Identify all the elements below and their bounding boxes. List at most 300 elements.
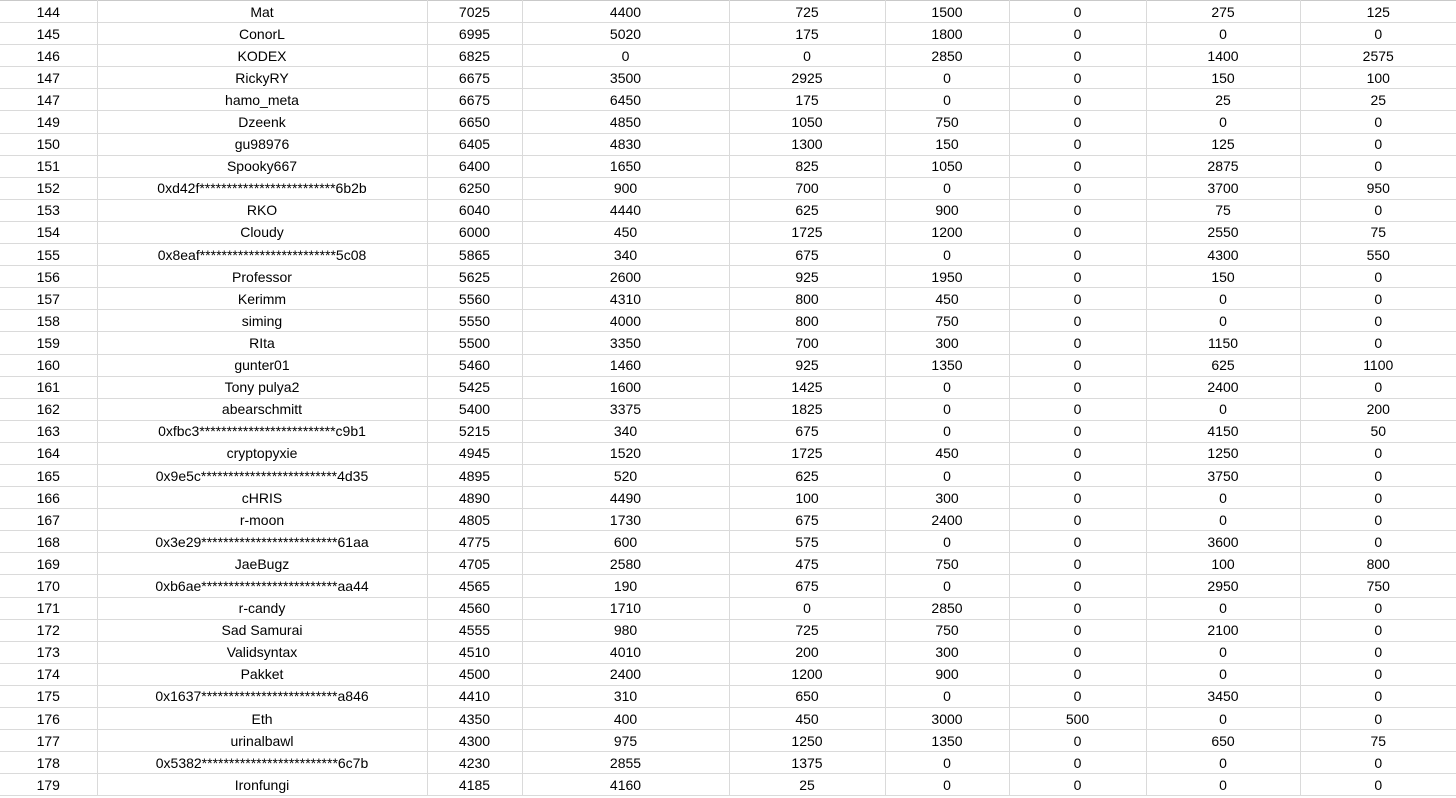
rank-cell[interactable]: 145 (0, 23, 97, 45)
col-5-cell[interactable]: 700 (729, 177, 885, 199)
rank-cell[interactable]: 154 (0, 221, 97, 243)
col-4-cell[interactable]: 0 (522, 45, 729, 67)
col-8-cell[interactable]: 0 (1146, 23, 1300, 45)
col-9-cell[interactable]: 0 (1300, 774, 1456, 796)
total-cell[interactable]: 6000 (427, 221, 522, 243)
col-5-cell[interactable]: 1825 (729, 398, 885, 420)
col-4-cell[interactable]: 3350 (522, 332, 729, 354)
col-8-cell[interactable]: 0 (1146, 111, 1300, 133)
col-9-cell[interactable]: 0 (1300, 310, 1456, 332)
col-5-cell[interactable]: 925 (729, 354, 885, 376)
col-7-cell[interactable]: 0 (1009, 332, 1146, 354)
col-6-cell[interactable]: 900 (885, 199, 1009, 221)
rank-cell[interactable]: 150 (0, 133, 97, 155)
col-8-cell[interactable]: 100 (1146, 553, 1300, 575)
col-6-cell[interactable]: 1350 (885, 730, 1009, 752)
total-cell[interactable]: 5460 (427, 354, 522, 376)
col-8-cell[interactable]: 4300 (1146, 244, 1300, 266)
col-9-cell[interactable]: 0 (1300, 155, 1456, 177)
col-4-cell[interactable]: 340 (522, 420, 729, 442)
total-cell[interactable]: 4565 (427, 575, 522, 597)
col-4-cell[interactable]: 340 (522, 244, 729, 266)
col-7-cell[interactable]: 0 (1009, 752, 1146, 774)
col-7-cell[interactable]: 500 (1009, 708, 1146, 730)
rank-cell[interactable]: 156 (0, 266, 97, 288)
col-6-cell[interactable]: 1050 (885, 155, 1009, 177)
rank-cell[interactable]: 177 (0, 730, 97, 752)
col-7-cell[interactable]: 0 (1009, 509, 1146, 531)
col-7-cell[interactable]: 0 (1009, 774, 1146, 796)
col-4-cell[interactable]: 1600 (522, 376, 729, 398)
col-4-cell[interactable]: 520 (522, 464, 729, 486)
col-6-cell[interactable]: 2850 (885, 597, 1009, 619)
col-8-cell[interactable]: 0 (1146, 752, 1300, 774)
total-cell[interactable]: 6650 (427, 111, 522, 133)
total-cell[interactable]: 4300 (427, 730, 522, 752)
col-4-cell[interactable]: 4490 (522, 487, 729, 509)
col-7-cell[interactable]: 0 (1009, 376, 1146, 398)
col-6-cell[interactable]: 2400 (885, 509, 1009, 531)
col-8-cell[interactable]: 75 (1146, 199, 1300, 221)
col-6-cell[interactable]: 0 (885, 244, 1009, 266)
rank-cell[interactable]: 159 (0, 332, 97, 354)
total-cell[interactable]: 6040 (427, 199, 522, 221)
col-9-cell[interactable]: 0 (1300, 464, 1456, 486)
col-6-cell[interactable]: 1350 (885, 354, 1009, 376)
rank-cell[interactable]: 179 (0, 774, 97, 796)
col-8-cell[interactable]: 0 (1146, 774, 1300, 796)
col-7-cell[interactable]: 0 (1009, 310, 1146, 332)
col-8-cell[interactable]: 625 (1146, 354, 1300, 376)
col-4-cell[interactable]: 1650 (522, 155, 729, 177)
name-cell[interactable]: gu98976 (97, 133, 427, 155)
col-6-cell[interactable]: 3000 (885, 708, 1009, 730)
col-4-cell[interactable]: 1710 (522, 597, 729, 619)
col-5-cell[interactable]: 800 (729, 288, 885, 310)
col-7-cell[interactable]: 0 (1009, 442, 1146, 464)
rank-cell[interactable]: 172 (0, 619, 97, 641)
col-7-cell[interactable]: 0 (1009, 221, 1146, 243)
col-5-cell[interactable]: 175 (729, 89, 885, 111)
col-4-cell[interactable]: 400 (522, 708, 729, 730)
col-8-cell[interactable]: 2875 (1146, 155, 1300, 177)
total-cell[interactable]: 6675 (427, 89, 522, 111)
name-cell[interactable]: 0x9e5c*************************4d35 (97, 464, 427, 486)
col-8-cell[interactable]: 2550 (1146, 221, 1300, 243)
col-6-cell[interactable]: 450 (885, 288, 1009, 310)
col-5-cell[interactable]: 0 (729, 45, 885, 67)
col-7-cell[interactable]: 0 (1009, 45, 1146, 67)
col-8-cell[interactable]: 2950 (1146, 575, 1300, 597)
col-4-cell[interactable]: 4010 (522, 641, 729, 663)
col-7-cell[interactable]: 0 (1009, 23, 1146, 45)
name-cell[interactable]: JaeBugz (97, 553, 427, 575)
name-cell[interactable]: 0x3e29*************************61aa (97, 531, 427, 553)
col-4-cell[interactable]: 310 (522, 685, 729, 707)
rank-cell[interactable]: 171 (0, 597, 97, 619)
name-cell[interactable]: 0x8eaf*************************5c08 (97, 244, 427, 266)
col-8-cell[interactable]: 0 (1146, 487, 1300, 509)
col-6-cell[interactable]: 2850 (885, 45, 1009, 67)
col-9-cell[interactable]: 800 (1300, 553, 1456, 575)
col-9-cell[interactable]: 0 (1300, 619, 1456, 641)
name-cell[interactable]: 0x5382*************************6c7b (97, 752, 427, 774)
rank-cell[interactable]: 147 (0, 67, 97, 89)
col-6-cell[interactable]: 0 (885, 177, 1009, 199)
name-cell[interactable]: cHRIS (97, 487, 427, 509)
col-7-cell[interactable]: 0 (1009, 487, 1146, 509)
total-cell[interactable]: 4895 (427, 464, 522, 486)
col-9-cell[interactable]: 2575 (1300, 45, 1456, 67)
col-6-cell[interactable]: 0 (885, 89, 1009, 111)
rank-cell[interactable]: 165 (0, 464, 97, 486)
col-6-cell[interactable]: 1950 (885, 266, 1009, 288)
rank-cell[interactable]: 163 (0, 420, 97, 442)
col-8-cell[interactable]: 0 (1146, 288, 1300, 310)
col-5-cell[interactable]: 2925 (729, 67, 885, 89)
col-8-cell[interactable]: 0 (1146, 509, 1300, 531)
rank-cell[interactable]: 149 (0, 111, 97, 133)
col-7-cell[interactable]: 0 (1009, 111, 1146, 133)
name-cell[interactable]: Mat (97, 1, 427, 23)
total-cell[interactable]: 5865 (427, 244, 522, 266)
col-8-cell[interactable]: 1150 (1146, 332, 1300, 354)
rank-cell[interactable]: 168 (0, 531, 97, 553)
col-8-cell[interactable]: 0 (1146, 663, 1300, 685)
col-9-cell[interactable]: 0 (1300, 531, 1456, 553)
col-6-cell[interactable]: 0 (885, 531, 1009, 553)
col-5-cell[interactable]: 675 (729, 244, 885, 266)
col-9-cell[interactable]: 0 (1300, 133, 1456, 155)
col-8-cell[interactable]: 3600 (1146, 531, 1300, 553)
col-4-cell[interactable]: 1520 (522, 442, 729, 464)
total-cell[interactable]: 5550 (427, 310, 522, 332)
name-cell[interactable]: ConorL (97, 23, 427, 45)
col-7-cell[interactable]: 0 (1009, 685, 1146, 707)
col-7-cell[interactable]: 0 (1009, 730, 1146, 752)
total-cell[interactable]: 6825 (427, 45, 522, 67)
col-9-cell[interactable]: 25 (1300, 89, 1456, 111)
rank-cell[interactable]: 146 (0, 45, 97, 67)
col-9-cell[interactable]: 125 (1300, 1, 1456, 23)
total-cell[interactable]: 6400 (427, 155, 522, 177)
col-9-cell[interactable]: 0 (1300, 641, 1456, 663)
col-5-cell[interactable]: 1725 (729, 442, 885, 464)
col-6-cell[interactable]: 300 (885, 487, 1009, 509)
total-cell[interactable]: 4500 (427, 663, 522, 685)
col-6-cell[interactable]: 750 (885, 553, 1009, 575)
col-9-cell[interactable]: 0 (1300, 199, 1456, 221)
col-6-cell[interactable]: 1800 (885, 23, 1009, 45)
name-cell[interactable]: Ironfungi (97, 774, 427, 796)
col-7-cell[interactable]: 0 (1009, 266, 1146, 288)
total-cell[interactable]: 5500 (427, 332, 522, 354)
total-cell[interactable]: 5560 (427, 288, 522, 310)
col-9-cell[interactable]: 0 (1300, 111, 1456, 133)
col-8-cell[interactable]: 150 (1146, 67, 1300, 89)
rank-cell[interactable]: 170 (0, 575, 97, 597)
col-5-cell[interactable]: 575 (729, 531, 885, 553)
name-cell[interactable]: Sad Samurai (97, 619, 427, 641)
col-9-cell[interactable]: 0 (1300, 266, 1456, 288)
col-4-cell[interactable]: 5020 (522, 23, 729, 45)
col-5-cell[interactable]: 675 (729, 575, 885, 597)
rank-cell[interactable]: 162 (0, 398, 97, 420)
name-cell[interactable]: KODEX (97, 45, 427, 67)
col-6-cell[interactable]: 0 (885, 376, 1009, 398)
total-cell[interactable]: 5625 (427, 266, 522, 288)
total-cell[interactable]: 6675 (427, 67, 522, 89)
col-5-cell[interactable]: 925 (729, 266, 885, 288)
col-8-cell[interactable]: 1250 (1146, 442, 1300, 464)
col-7-cell[interactable]: 0 (1009, 531, 1146, 553)
col-7-cell[interactable]: 0 (1009, 155, 1146, 177)
name-cell[interactable]: Eth (97, 708, 427, 730)
name-cell[interactable]: hamo_meta (97, 89, 427, 111)
name-cell[interactable]: Cloudy (97, 221, 427, 243)
rank-cell[interactable]: 155 (0, 244, 97, 266)
name-cell[interactable]: 0xd42f*************************6b2b (97, 177, 427, 199)
rank-cell[interactable]: 178 (0, 752, 97, 774)
col-4-cell[interactable]: 4440 (522, 199, 729, 221)
col-6-cell[interactable]: 300 (885, 332, 1009, 354)
col-6-cell[interactable]: 750 (885, 111, 1009, 133)
col-9-cell[interactable]: 750 (1300, 575, 1456, 597)
col-5-cell[interactable]: 100 (729, 487, 885, 509)
col-9-cell[interactable]: 0 (1300, 597, 1456, 619)
name-cell[interactable]: 0x1637*************************a846 (97, 685, 427, 707)
col-9-cell[interactable]: 0 (1300, 509, 1456, 531)
col-9-cell[interactable]: 1100 (1300, 354, 1456, 376)
col-5-cell[interactable]: 650 (729, 685, 885, 707)
col-6-cell[interactable]: 750 (885, 619, 1009, 641)
col-4-cell[interactable]: 1730 (522, 509, 729, 531)
col-4-cell[interactable]: 1460 (522, 354, 729, 376)
col-6-cell[interactable]: 1200 (885, 221, 1009, 243)
col-7-cell[interactable]: 0 (1009, 553, 1146, 575)
col-5-cell[interactable]: 175 (729, 23, 885, 45)
col-8-cell[interactable]: 2400 (1146, 376, 1300, 398)
col-5-cell[interactable]: 1300 (729, 133, 885, 155)
col-8-cell[interactable]: 0 (1146, 310, 1300, 332)
col-8-cell[interactable]: 3700 (1146, 177, 1300, 199)
col-7-cell[interactable]: 0 (1009, 575, 1146, 597)
col-5-cell[interactable]: 625 (729, 464, 885, 486)
col-9-cell[interactable]: 75 (1300, 221, 1456, 243)
total-cell[interactable]: 4890 (427, 487, 522, 509)
name-cell[interactable]: r-moon (97, 509, 427, 531)
col-4-cell[interactable]: 6450 (522, 89, 729, 111)
col-7-cell[interactable]: 0 (1009, 641, 1146, 663)
name-cell[interactable]: gunter01 (97, 354, 427, 376)
col-9-cell[interactable]: 0 (1300, 376, 1456, 398)
rank-cell[interactable]: 160 (0, 354, 97, 376)
col-9-cell[interactable]: 0 (1300, 442, 1456, 464)
total-cell[interactable]: 4185 (427, 774, 522, 796)
col-5-cell[interactable]: 1425 (729, 376, 885, 398)
col-6-cell[interactable]: 150 (885, 133, 1009, 155)
rank-cell[interactable]: 151 (0, 155, 97, 177)
col-9-cell[interactable]: 0 (1300, 23, 1456, 45)
col-9-cell[interactable]: 50 (1300, 420, 1456, 442)
col-8-cell[interactable]: 0 (1146, 398, 1300, 420)
rank-cell[interactable]: 166 (0, 487, 97, 509)
col-5-cell[interactable]: 1050 (729, 111, 885, 133)
rank-cell[interactable]: 174 (0, 663, 97, 685)
col-4-cell[interactable]: 4000 (522, 310, 729, 332)
rank-cell[interactable]: 157 (0, 288, 97, 310)
name-cell[interactable]: 0xb6ae*************************aa44 (97, 575, 427, 597)
col-4-cell[interactable]: 2600 (522, 266, 729, 288)
col-8-cell[interactable]: 3450 (1146, 685, 1300, 707)
name-cell[interactable]: RKO (97, 199, 427, 221)
col-4-cell[interactable]: 4850 (522, 111, 729, 133)
col-6-cell[interactable]: 0 (885, 575, 1009, 597)
col-9-cell[interactable]: 0 (1300, 685, 1456, 707)
rank-cell[interactable]: 164 (0, 442, 97, 464)
col-5-cell[interactable]: 800 (729, 310, 885, 332)
col-6-cell[interactable]: 450 (885, 442, 1009, 464)
col-4-cell[interactable]: 975 (522, 730, 729, 752)
total-cell[interactable]: 4945 (427, 442, 522, 464)
rank-cell[interactable]: 144 (0, 1, 97, 23)
col-6-cell[interactable]: 0 (885, 420, 1009, 442)
col-9-cell[interactable]: 200 (1300, 398, 1456, 420)
name-cell[interactable]: Validsyntax (97, 641, 427, 663)
rank-cell[interactable]: 147 (0, 89, 97, 111)
total-cell[interactable]: 6405 (427, 133, 522, 155)
name-cell[interactable]: Kerimm (97, 288, 427, 310)
col-8-cell[interactable]: 0 (1146, 641, 1300, 663)
col-5-cell[interactable]: 200 (729, 641, 885, 663)
col-8-cell[interactable]: 0 (1146, 597, 1300, 619)
total-cell[interactable]: 4775 (427, 531, 522, 553)
col-7-cell[interactable]: 0 (1009, 199, 1146, 221)
total-cell[interactable]: 4560 (427, 597, 522, 619)
total-cell[interactable]: 5215 (427, 420, 522, 442)
col-4-cell[interactable]: 2400 (522, 663, 729, 685)
total-cell[interactable]: 4805 (427, 509, 522, 531)
col-6-cell[interactable]: 0 (885, 67, 1009, 89)
col-4-cell[interactable]: 4830 (522, 133, 729, 155)
col-4-cell[interactable]: 2855 (522, 752, 729, 774)
col-9-cell[interactable]: 100 (1300, 67, 1456, 89)
col-7-cell[interactable]: 0 (1009, 619, 1146, 641)
rank-cell[interactable]: 169 (0, 553, 97, 575)
col-9-cell[interactable]: 75 (1300, 730, 1456, 752)
col-5-cell[interactable]: 450 (729, 708, 885, 730)
col-7-cell[interactable]: 0 (1009, 354, 1146, 376)
col-7-cell[interactable]: 0 (1009, 464, 1146, 486)
col-8-cell[interactable]: 3750 (1146, 464, 1300, 486)
rank-cell[interactable]: 161 (0, 376, 97, 398)
total-cell[interactable]: 4705 (427, 553, 522, 575)
name-cell[interactable]: Spooky667 (97, 155, 427, 177)
name-cell[interactable]: r-candy (97, 597, 427, 619)
col-9-cell[interactable]: 0 (1300, 752, 1456, 774)
col-7-cell[interactable]: 0 (1009, 177, 1146, 199)
col-7-cell[interactable]: 0 (1009, 1, 1146, 23)
col-4-cell[interactable]: 4310 (522, 288, 729, 310)
col-5-cell[interactable]: 1725 (729, 221, 885, 243)
col-5-cell[interactable]: 725 (729, 619, 885, 641)
col-9-cell[interactable]: 0 (1300, 288, 1456, 310)
total-cell[interactable]: 7025 (427, 1, 522, 23)
col-6-cell[interactable]: 0 (885, 464, 1009, 486)
col-4-cell[interactable]: 600 (522, 531, 729, 553)
col-9-cell[interactable]: 0 (1300, 332, 1456, 354)
total-cell[interactable]: 6995 (427, 23, 522, 45)
name-cell[interactable]: urinalbawl (97, 730, 427, 752)
col-6-cell[interactable]: 750 (885, 310, 1009, 332)
col-6-cell[interactable]: 0 (885, 685, 1009, 707)
col-5-cell[interactable]: 625 (729, 199, 885, 221)
col-9-cell[interactable]: 0 (1300, 708, 1456, 730)
col-5-cell[interactable]: 0 (729, 597, 885, 619)
rank-cell[interactable]: 153 (0, 199, 97, 221)
col-9-cell[interactable]: 0 (1300, 663, 1456, 685)
col-8-cell[interactable]: 4150 (1146, 420, 1300, 442)
col-4-cell[interactable]: 3500 (522, 67, 729, 89)
col-7-cell[interactable]: 0 (1009, 663, 1146, 685)
rank-cell[interactable]: 173 (0, 641, 97, 663)
col-7-cell[interactable]: 0 (1009, 89, 1146, 111)
total-cell[interactable]: 4510 (427, 641, 522, 663)
col-8-cell[interactable]: 0 (1146, 708, 1300, 730)
col-5-cell[interactable]: 825 (729, 155, 885, 177)
total-cell[interactable]: 5400 (427, 398, 522, 420)
col-5-cell[interactable]: 725 (729, 1, 885, 23)
col-8-cell[interactable]: 275 (1146, 1, 1300, 23)
name-cell[interactable]: cryptopyxie (97, 442, 427, 464)
col-6-cell[interactable]: 900 (885, 663, 1009, 685)
col-4-cell[interactable]: 450 (522, 221, 729, 243)
col-5-cell[interactable]: 675 (729, 509, 885, 531)
name-cell[interactable]: Professor (97, 266, 427, 288)
name-cell[interactable]: Tony pulya2 (97, 376, 427, 398)
col-7-cell[interactable]: 0 (1009, 398, 1146, 420)
col-6-cell[interactable]: 300 (885, 641, 1009, 663)
col-5-cell[interactable]: 700 (729, 332, 885, 354)
col-9-cell[interactable]: 550 (1300, 244, 1456, 266)
col-6-cell[interactable]: 0 (885, 398, 1009, 420)
col-9-cell[interactable]: 0 (1300, 487, 1456, 509)
total-cell[interactable]: 5425 (427, 376, 522, 398)
col-8-cell[interactable]: 125 (1146, 133, 1300, 155)
col-4-cell[interactable]: 2580 (522, 553, 729, 575)
col-4-cell[interactable]: 190 (522, 575, 729, 597)
col-6-cell[interactable]: 0 (885, 774, 1009, 796)
rank-cell[interactable]: 158 (0, 310, 97, 332)
col-8-cell[interactable]: 1400 (1146, 45, 1300, 67)
total-cell[interactable]: 4555 (427, 619, 522, 641)
col-7-cell[interactable]: 0 (1009, 597, 1146, 619)
col-4-cell[interactable]: 900 (522, 177, 729, 199)
col-7-cell[interactable]: 0 (1009, 133, 1146, 155)
col-8-cell[interactable]: 25 (1146, 89, 1300, 111)
col-6-cell[interactable]: 1500 (885, 1, 1009, 23)
rank-cell[interactable]: 167 (0, 509, 97, 531)
col-5-cell[interactable]: 675 (729, 420, 885, 442)
total-cell[interactable]: 6250 (427, 177, 522, 199)
col-7-cell[interactable]: 0 (1009, 288, 1146, 310)
rank-cell[interactable]: 176 (0, 708, 97, 730)
name-cell[interactable]: 0xfbc3*************************c9b1 (97, 420, 427, 442)
col-8-cell[interactable]: 2100 (1146, 619, 1300, 641)
col-4-cell[interactable]: 4400 (522, 1, 729, 23)
col-9-cell[interactable]: 950 (1300, 177, 1456, 199)
col-5-cell[interactable]: 1200 (729, 663, 885, 685)
